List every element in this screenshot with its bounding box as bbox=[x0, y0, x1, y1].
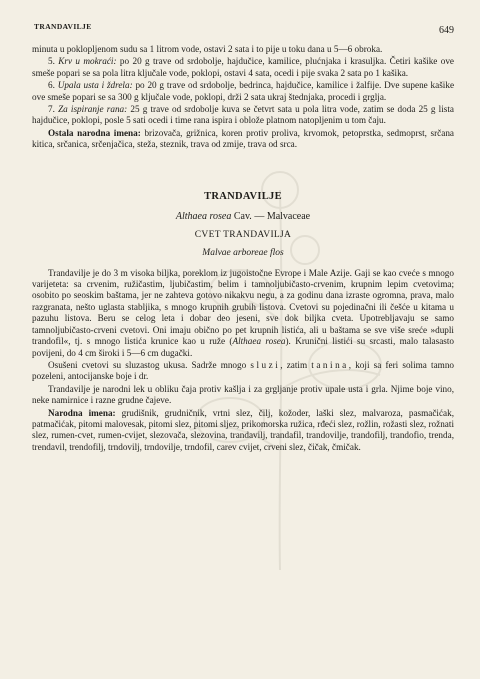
recipe-label: Upala usta i ždrela: bbox=[57, 80, 133, 91]
names-label: Narodna imena: bbox=[48, 407, 116, 418]
recipe-label: Krv u mokraći: bbox=[58, 56, 117, 67]
recipe-label: Za ispiranje rana: bbox=[58, 104, 128, 115]
paragraph-5: 5. Krv u mokraći: po 20 g trave od srdobolje, hajdučice, kamilice, plućnjaka i krasuljka. Četiri kašike ove smeše popari se sa pola litra ključale vode, poklopi, ostavi 4 sata, ocedi i pije svaka 2 sata po 1 kašika. bbox=[32, 56, 455, 78]
paragraph-composition: Osušeni cvetovi su sluzastog ukusa. Sadrže mnogo sluzi, zatim tanina, koji sa feri solima tamno pozeleni, antocijanske boje i dr. bbox=[32, 359, 455, 382]
page-number: 649 bbox=[439, 25, 454, 36]
paragraph-other-names: Ostala narodna imena: brizovača, grižnica, koren protiv proliva, krvomok, petoprstka, sedmoprst, srčana kitica, srčanica, srčenjačica, steža, steznik, trava od zmije, trava od srca. bbox=[32, 127, 455, 150]
drug-name: Malvae arboreae flos bbox=[202, 247, 284, 258]
page-header bbox=[32, 22, 454, 44]
paragraph-folk-names: Narodna imena: grudišnik, grudničnik, vrtni slez, čilj, kožoder, laški slez, malvaroza, pasmačićak, patmačićak, pitomi malovesak, pitomi slez, pitomi sljez, prikomorska ružica, rđeći slez, rožlin, rožasti slez, rožnati slez, rumen-cvet, rumen-cvijet, slezovača, slezovina, trandavilj, trandafil, trandovilje, trandofilj, trandofio, trenda, trendavil, trendofilj, trndovilj, trndovilje, trndofil, carev cvijet, crveni slez, čičak, čmičak. bbox=[32, 407, 454, 452]
paragraph-description: Trandavilje je do 3 m visoka biljka, poreklom iz jugoistočne Evrope i Male Azije. Gaji se kao cveće s mnogo varijeteta: sa crvenim, ružičastim, ljubičastim, belim i tamnoljubičasto-crvenim, krupnim lepim cvetovima; osobito po seoskim baštama, jer ne zahteva gotovo nikakvu negu, a za godinu dana izraste ogromna, prava, malo razgranata, nešto uglasta stabljika, s mnogo krupnih grubih listova. Cvetovi su pojedinačni ili češće u kitama u pazuhu listova. Beru se celog leta i dobar deo jeseni, sve dok biljka cveta. Upotrebljavaju se samo tamnoljubičasto-crveni cvetovi. Oni imaju obično po pet krupnih listića, ali u baštama se sve više sreće »dupli trandofil«, tj. s mnogo listića krunice kao u ruže (Althaea rosea). Krunični listići su srcasti, malo talasasto povijeni, do 4 cm široki i 5—6 cm dugački. bbox=[32, 267, 455, 358]
names-label: Ostala narodna imena: bbox=[48, 127, 141, 138]
paragraph-intro: minuta u poklopljenom sudu sa 1 litrom vode, ostavi 2 sata i to pije u toku dana u 5—6 obroka. bbox=[32, 44, 383, 54]
paragraph-usage: Trandavilje je narodni lek u obliku čaja protiv kašlja i za grgljanje protiv upale usta i grla. Njime boje vino, neke namirnice i razne grudne čajeve. bbox=[32, 383, 454, 406]
section-title: TRANDAVILJE bbox=[204, 190, 282, 202]
running-head: TRANDAVILJE bbox=[34, 22, 92, 31]
section-subtitle: CVET TRANDAVILJA bbox=[194, 229, 292, 240]
scientific-name: Althaea rosea Cav. — Malvaceae bbox=[175, 210, 311, 222]
paragraph-7: 7. Za ispiranje rana: 25 g trave od srdobolje kuva se četvrt sata u pola litra vode, zatim se doda 25 g lista hajdučice, poklopi, posle 5 sati ocedi i time rana ispira i oblože platnom natopljenim u tom čaju. bbox=[32, 104, 454, 126]
paragraph-6: 6. Upala usta i ždrela: po 20 g trave od srdobolje, bedrinca, hajdučice, kamilice i žalfije. Dve supene kašike ove smeše popari se sa 300 g ključale vode, poklopi, drži 2 sata ukraj štednjaka, procedi i grglja. bbox=[32, 80, 455, 102]
